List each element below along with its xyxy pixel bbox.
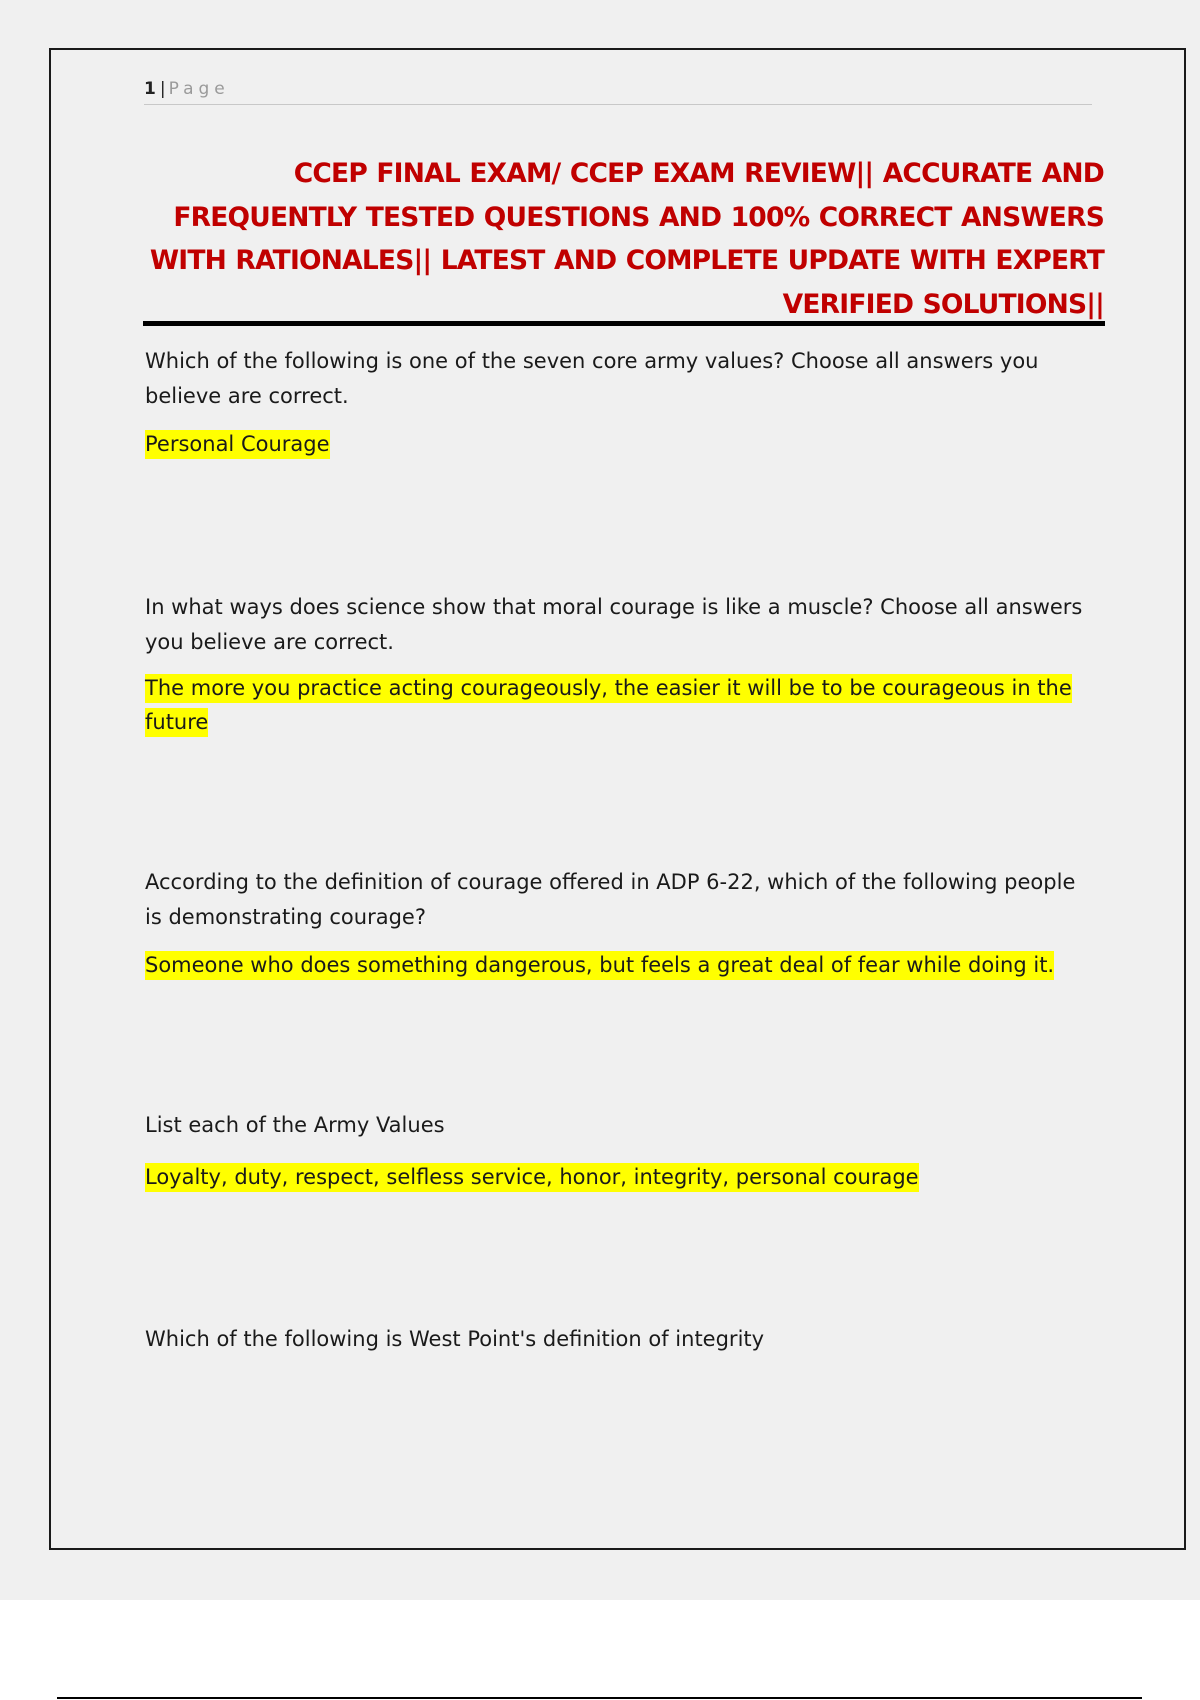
qa-item-4: [145, 1108, 1095, 1194]
page-header: [144, 78, 1092, 105]
qa-item-3: [145, 865, 1095, 982]
title-divider: [143, 321, 1105, 326]
answer-text: [145, 427, 1095, 461]
page-label: Page: [168, 79, 230, 99]
page-number: 1: [144, 79, 156, 99]
answer-highlight: The more you practice acting courageously, the easier it will be to be courageous in the future: [145, 674, 1072, 737]
answer-text: [145, 948, 1095, 982]
question-text: In what ways does science show that moral courage is like a muscle? Choose all answers you believe are correct.: [145, 595, 1083, 654]
answer-highlight: Personal Courage: [145, 430, 330, 459]
qa-item-2: [145, 590, 1095, 739]
question-text: Which of the following is West Point's definition of integrity: [145, 1327, 765, 1351]
page-header-separator: |: [159, 79, 166, 99]
document-title: CCEP FINAL EXAM/ CCEP EXAM REVIEW|| ACCURATE AND FREQUENTLY TESTED QUESTIONS AND 100% CORRECT ANSWERS WITH RATIONALES|| LATEST AND COMPLETE UPDATE WITH EXPERT VERIFIED SOLUTIONS||: [149, 158, 1104, 320]
answer-highlight: Someone who does something dangerous, but feels a great deal of fear while doing it.: [145, 951, 1054, 980]
qa-item-5: [145, 1322, 1095, 1357]
question-text: According to the definition of courage offered in ADP 6-22, which of the following people is demonstrating courage?: [145, 870, 1076, 929]
next-page-rule: [57, 1697, 1142, 1699]
answer-highlight: Loyalty, duty, respect, selfless service, honor, integrity, personal courage: [145, 1163, 919, 1192]
answer-text: [145, 1160, 1095, 1194]
question-text: Which of the following is one of the seven core army values? Choose all answers you believe are correct.: [145, 349, 1039, 408]
answer-text: [145, 671, 1075, 739]
qa-item-1: [145, 344, 1095, 461]
question-text: List each of the Army Values: [145, 1113, 445, 1137]
